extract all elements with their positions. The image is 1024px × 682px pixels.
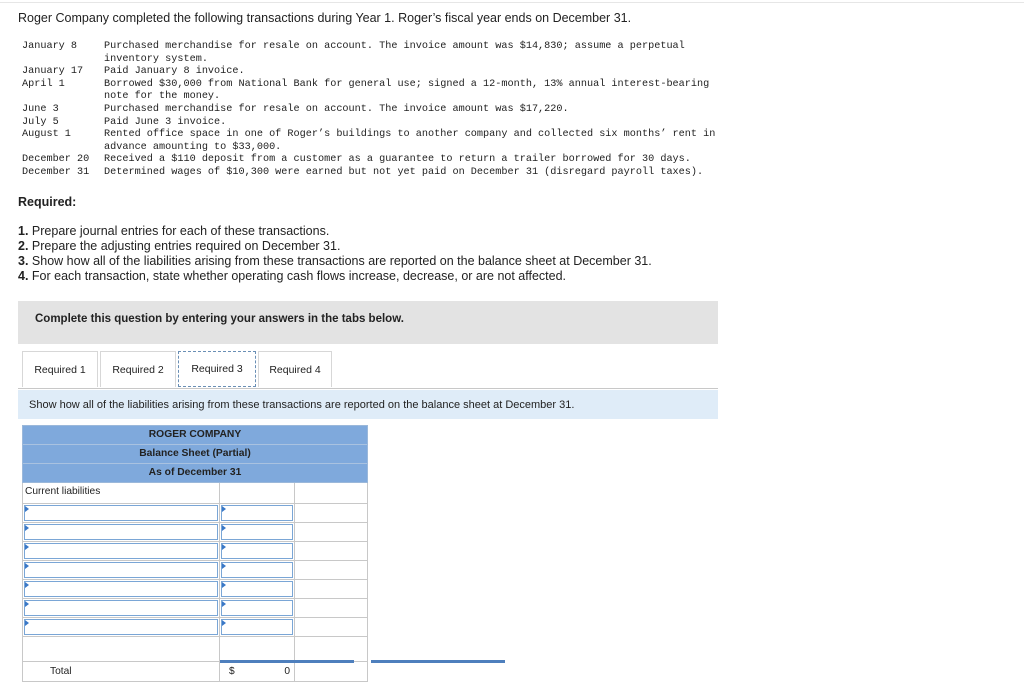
statement-title: Balance Sheet (Partial)	[23, 445, 367, 464]
section-row	[23, 483, 367, 504]
top-divider	[0, 2, 1024, 3]
required-heading: Required:	[18, 195, 77, 209]
tab-instruction: Show how all of the liabilities arising from these transactions are reported on the balance sheet at December 31.	[18, 390, 718, 419]
spacer-row	[23, 637, 367, 662]
table-row	[23, 599, 367, 618]
table-row	[23, 618, 367, 637]
table-row	[23, 561, 367, 580]
statement-date: As of December 31	[148, 467, 242, 478]
liability-account-dropdown[interactable]	[24, 581, 218, 597]
tab-required-2[interactable]: Required 2	[100, 351, 176, 387]
liability-account-dropdown[interactable]	[24, 619, 218, 635]
liability-account-dropdown[interactable]	[24, 600, 218, 616]
total-value: 0	[284, 666, 290, 677]
requirement-item: 2. Prepare the adjusting entries required on December 31.	[18, 239, 341, 253]
table-row	[23, 542, 367, 561]
transaction-row: June 3 Purchased merchandise for resale on account. The invoice amount was $17,220.	[22, 103, 569, 115]
liability-amount-input[interactable]	[221, 600, 293, 616]
section-label: Current liabilities	[25, 486, 101, 497]
liability-amount-input[interactable]	[221, 562, 293, 578]
liability-amount-input[interactable]	[221, 581, 293, 597]
liability-amount-input[interactable]	[221, 505, 293, 521]
total-label: Total	[50, 666, 72, 677]
transaction-row: January 8 Purchased merchandise for resale on account. The invoice amount was $14,830; assume a perpetual inventory system.	[22, 41, 685, 65]
transaction-row: December 20 Received a $110 deposit from a customer as a guarantee to return a trailer borrowed for 30 days.	[22, 154, 691, 166]
liability-account-dropdown[interactable]	[24, 524, 218, 540]
transaction-list	[22, 41, 754, 180]
transaction-row: August 1 Rented office space in one of Roger’s buildings to another company and collected six months’ rent in advance amounting to $33,000.	[22, 129, 716, 153]
problem-intro: Roger Company completed the following transactions during Year 1. Roger’s fiscal year ends on December 31.	[18, 11, 632, 25]
table-row	[23, 580, 367, 599]
balance-sheet-grid	[22, 483, 368, 682]
transaction-row: April 1 Borrowed $30,000 from National Bank for general use; signed a 12-month, 13% annual interest-bearing note for the money.	[22, 78, 710, 103]
instructions-banner: Complete this question by entering your answers in the tabs below.	[18, 301, 718, 344]
requirement-item: 1. Prepare journal entries for each of these transactions.	[18, 224, 330, 238]
company-name: ROGER COMPANY	[23, 426, 367, 445]
liability-account-dropdown[interactable]	[24, 562, 218, 578]
tab-required-3[interactable]: Required 3	[178, 351, 256, 387]
liability-amount-input[interactable]	[221, 619, 293, 635]
balance-sheet-table	[22, 425, 368, 682]
requirement-item: 3. Show how all of the liabilities arising from these transactions are reported on the balance sheet at December 31.	[18, 254, 652, 268]
liability-account-dropdown[interactable]	[24, 505, 218, 521]
table-row	[23, 523, 367, 542]
requirements-list	[18, 224, 652, 284]
liability-account-dropdown[interactable]	[24, 543, 218, 559]
table-row	[23, 504, 367, 523]
tab-divider	[18, 388, 718, 389]
total-currency: $	[229, 666, 235, 677]
liability-amount-input[interactable]	[221, 543, 293, 559]
liability-amount-input[interactable]	[221, 524, 293, 540]
tab-bar	[22, 351, 334, 387]
total-row	[23, 662, 367, 682]
balance-sheet-header	[22, 425, 368, 483]
requirement-item: 4. For each transaction, state whether operating cash flows increase, decrease, or are not affected.	[18, 269, 567, 283]
tab-required-1[interactable]: Required 1	[22, 351, 98, 387]
transaction-row: December 31 Determined wages of $10,300 were earned but not yet paid on December 31 (disregard payroll taxes).	[22, 166, 704, 178]
transaction-row: July 5 Paid June 3 invoice.	[22, 116, 227, 128]
tab-required-4[interactable]: Required 4	[258, 351, 332, 387]
transaction-row: January 17 Paid January 8 invoice.	[22, 66, 245, 78]
